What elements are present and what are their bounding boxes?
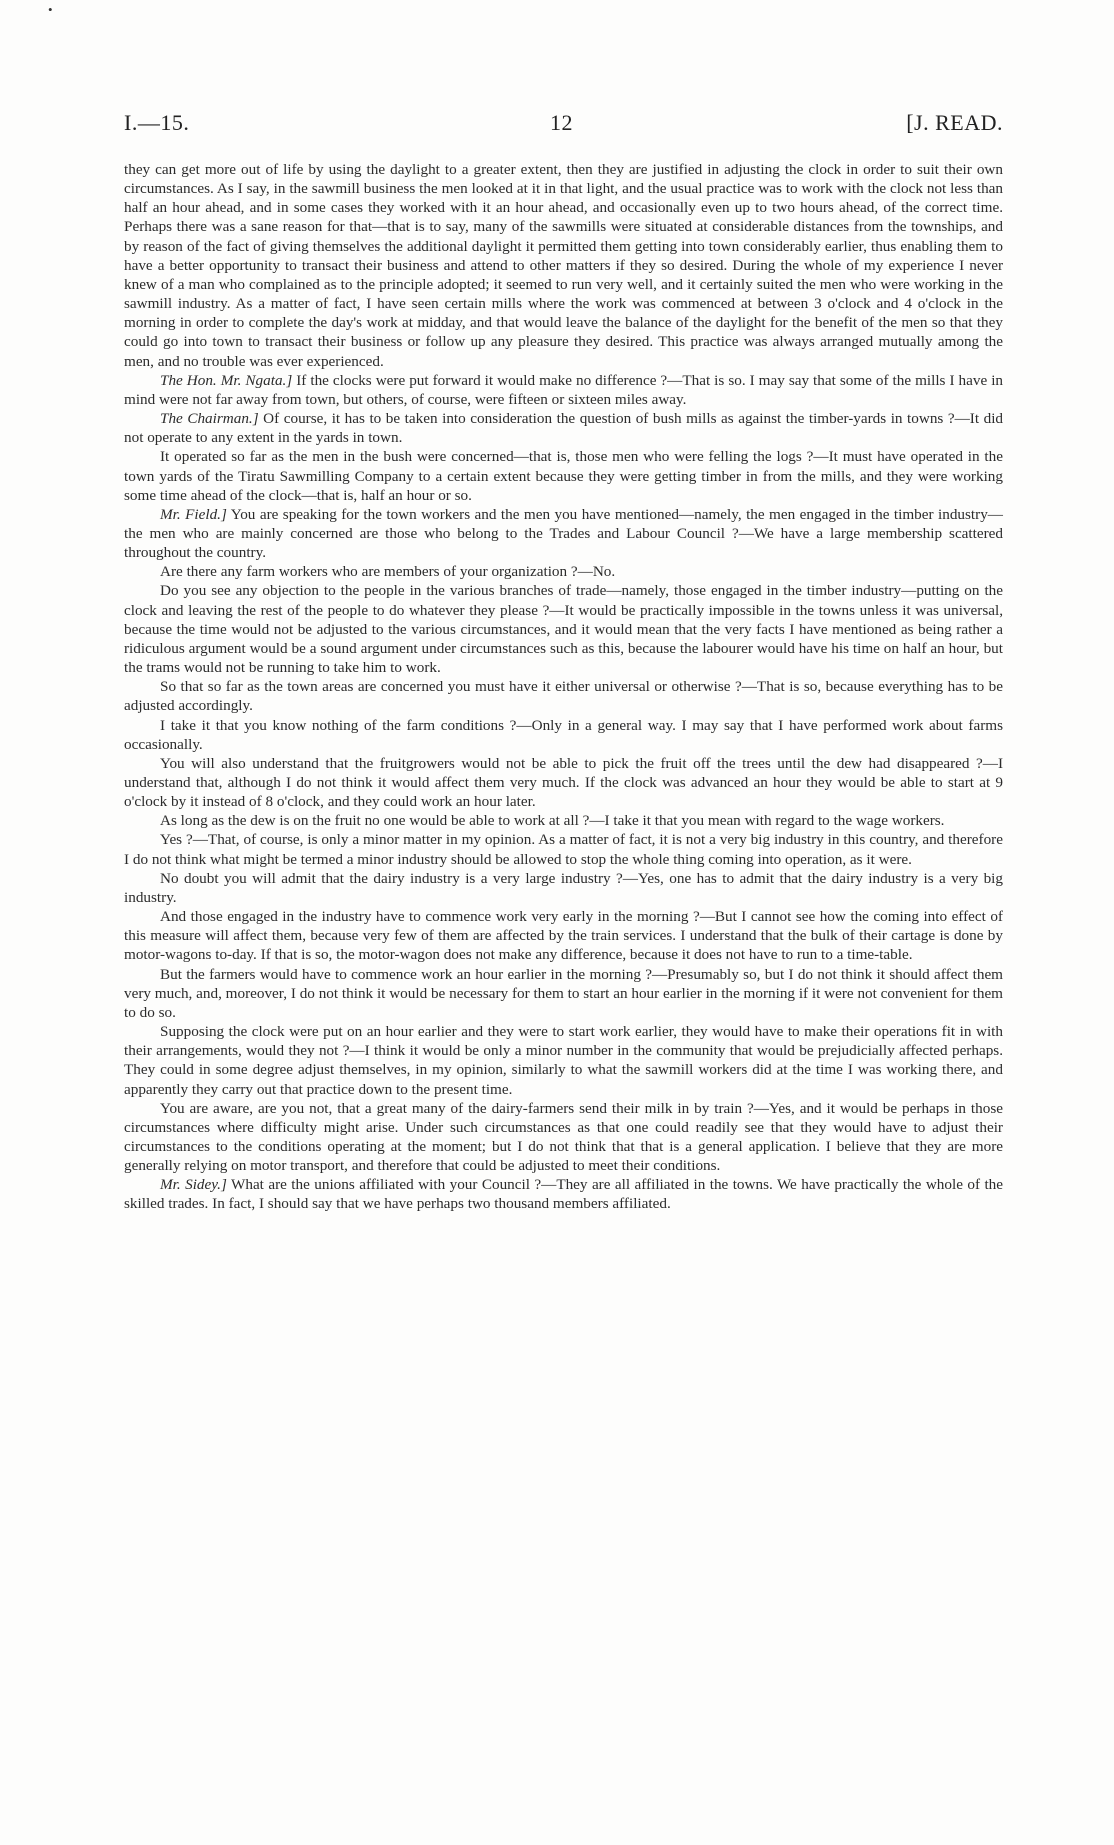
page-header: [124, 110, 1003, 140]
paragraph: [124, 677, 1003, 715]
paragraph: [124, 1022, 1003, 1099]
paragraph-text: Yes ?—That, of course, is only a minor matter in my opinion. As a matter of fact, it is not a very big industry in this country, and therefore I do not think what might be termed a minor industry should be allowed to stop the whole thing coming into operation, as it were.: [124, 831, 1003, 868]
corner-mark: •: [48, 2, 53, 17]
paragraph-text: Supposing the clock were put on an hour earlier and they were to start work earlier, they would have to make their operations fit in with their arrangements, would they not ?—I think it would be only a minor number in the community that would be prejudicially affected perhaps. They could in some degree adjust themselves, in my opinion, similarly to what the sawmill workers did at the time I was working there, and apparently they carry out that practice down to the present time.: [124, 1023, 1003, 1098]
paragraph-text: But the farmers would have to commence work an hour earlier in the morning ?—Presumably so, but I do not think it should affect them very much, and, moreover, I do not think it would be necessary for them to start an hour earlier in the morning if it were not convenient for them to do so.: [124, 965, 1003, 1021]
paragraph: [124, 160, 1003, 371]
paragraph: [124, 811, 1003, 830]
paragraph-text: You will also understand that the fruitgrowers would not be able to pick the fruit off the trees until the dew had disappeared ?—I understand that, although I do not think it would affect them very much. If the clock was advanced an hour they would be able to start at 9 o'clock by it instead of 8 o'clock, and they could work an hour later.: [124, 754, 1003, 811]
speaker-label: Mr. Sidey.]: [160, 1176, 227, 1194]
paragraph-text: Are there any farm workers who are members of your organization ?—No.: [160, 563, 616, 581]
paragraph: [124, 716, 1003, 754]
paragraph-text: I take it that you know nothing of the farm conditions ?—Only in a general way. I may say that I have performed work about farms occasionally.: [124, 716, 1003, 753]
paragraph-text: Do you see any objection to the people in the various branches of trade—namely, those engaged in the timber industry—putting on the clock and leaving the rest of the people to do whatever they please ?—It would be practically impossible in the towns unless it was universal, because the time would not be adjusted to the various circumstances, and it would mean that the very facts I have mentioned as being rather a ridiculous argument would be a sound argument under circumstances such as this, because the labourer would have his time on half an hour, but the trams would not be running to take him to work.: [124, 582, 1003, 677]
paragraph: [124, 371, 1003, 409]
paragraph-text: And those engaged in the industry have to commence work very early in the morning ?—But I cannot see how the coming into effect of this measure will affect them, because very few of them are affected by the train services. I understand that the bulk of their cartage is done by motor-wagons to-day. If that is so, the motor-wagon does not make any difference, because it does not have to run to a time-table.: [124, 908, 1003, 964]
paragraph-text: Of course, it has to be taken into consideration the question of bush mills as against the timber-yards in towns ?—It did not operate to any extent in the yards in town.: [124, 410, 1004, 447]
paragraph: [124, 907, 1003, 964]
paragraph: [124, 965, 1003, 1022]
paragraph: [124, 754, 1003, 811]
paragraph-text: So that so far as the town areas are concerned you must have it either universal or otherwise ?—That is so, because everything has to be adjusted accordingly.: [124, 678, 1003, 715]
paragraph-text: As long as the dew is on the fruit no one would be able to work at all ?—I take it that you mean with regard to the wage workers.: [160, 812, 945, 830]
paragraph: [124, 1175, 1003, 1213]
speaker-label: The Hon. Mr. Ngata.]: [160, 371, 293, 389]
paragraph-text: It operated so far as the men in the bush were concerned—that is, those men who were felling the logs ?—It must have operated in the town yards of the Tiratu Sawmilling Company to a certain extent because they were getting timber in from the mills, and they were working some time ahead of the clock—that is, half an hour or so.: [124, 448, 1003, 504]
paragraph: [124, 581, 1003, 677]
paragraph: [124, 1099, 1003, 1176]
witness-name: [J. READ.: [906, 110, 1003, 135]
speaker-label: Mr. Field.]: [160, 505, 227, 523]
paragraph: [124, 869, 1003, 907]
page-number: 12: [550, 110, 573, 135]
paragraph: [124, 447, 1003, 504]
paragraph: [124, 409, 1003, 447]
paragraph-text: If the clocks were put forward it would make no difference ?—That is so. I may say that some of the mills I have in mind were not far away from town, but others, of course, were fifteen or sixteen miles away.: [124, 371, 1004, 408]
body-text: [124, 160, 1003, 1214]
paragraph-text: You are speaking for the town workers and the men you have mentioned—namely, the men engaged in the timber industry—the men who are mainly concerned are those who belong to the Trades and Labour Council ?—We have a large membership scattered throughout the country.: [124, 505, 1003, 562]
paragraph-text: What are the unions affiliated with your Council ?—They are all affiliated in the towns. We have practically the whole of the skilled trades. In fact, I should say that we have perhaps two thousand members affiliated.: [124, 1176, 1003, 1213]
report-reference: I.—15.: [124, 110, 190, 135]
paragraph-text: they can get more out of life by using the daylight to a greater extent, then they are justified in adjusting the clock in order to suit their own circumstances. As I say, in the sawmill business the men looked at it in that light, and the usual practice was to work with the clock not less than half an hour ahead, and in some cases they worked with it an hour ahead, and occasionally even up to two hours ahead, of the correct time. Perhaps there was a sane reason for that—that is to say, many of the sawmills were situated at considerable distances from the townships, and by reason of the fact of giving themselves the additional daylight it permitted them getting into town considerably earlier, thus enabling them to have a better opportunity to transact their business and attend to other matters if they so desired. During the whole of my experience I never knew of a man who complained as to the principle adopted; it seemed to run very well, and it certainly suited the men who were working in the sawmill industry. As a matter of fact, I have seen certain mills where the work was commenced at between 3 o'clock and 4 o'clock in the morning in order to complete the day's work at midday, and that would leave the balance of the daylight for the benefit of the men so that they could go into town to transact their business or follow up any pleasure they desired. This practice was always arranged mutually among the men, and no trouble was ever experienced.: [124, 161, 1003, 370]
paragraph: [124, 830, 1003, 868]
paragraph: [124, 505, 1003, 562]
paragraph-text: No doubt you will admit that the dairy industry is a very large industry ?—Yes, one has to admit that the dairy industry is a very big industry.: [124, 869, 1003, 906]
paragraph-text: You are aware, are you not, that a great many of the dairy-farmers send their milk in by train ?—Yes, and it would be perhaps in those circumstances where difficulty might arise. Under such circumstances as that one could readily see that they would have to adjust their circumstances to the conditions operating at the moment; but I do not think that that is a general application. I believe that they are more generally relying on motor transport, and therefore that could be adjusted to meet their conditions.: [124, 1099, 1003, 1175]
paragraph: [124, 562, 1003, 581]
speaker-label: The Chairman.]: [160, 410, 259, 428]
